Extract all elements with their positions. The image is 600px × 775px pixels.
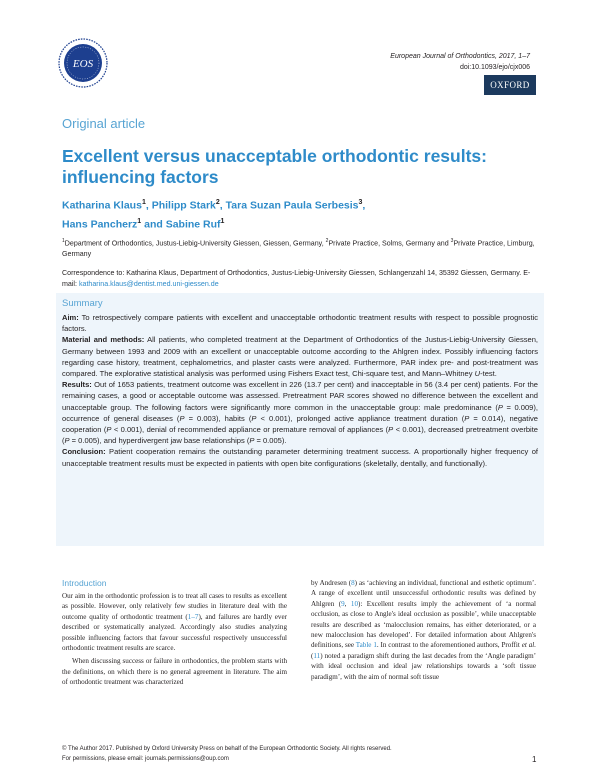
citation-link[interactable]: 9 — [341, 599, 345, 608]
page-number: 1 — [532, 755, 537, 764]
aim-label: Aim: — [62, 313, 79, 322]
affiliations — [62, 236, 540, 260]
p-symbol: P — [179, 413, 185, 423]
paragraph-text: ( — [311, 651, 314, 660]
citation-separator: , — [344, 599, 351, 608]
p-symbol: P — [106, 425, 112, 435]
p-symbol: P — [464, 413, 470, 423]
p-symbol: P — [64, 436, 70, 446]
table-link[interactable]: Table 1 — [355, 641, 377, 650]
author-affiliation-mark: 1 — [137, 217, 142, 225]
journal-info — [390, 51, 530, 73]
author-separator: and — [141, 218, 166, 230]
article-title: Excellent versus unacceptable orthodontic results: influencing factors — [62, 146, 487, 187]
citation-link[interactable]: 10 — [350, 599, 358, 608]
conclusion-label: Conclusion: — [62, 447, 106, 457]
journal-citation: European Journal of Orthodontics, 2017, 1–7 — [390, 53, 530, 60]
methods-u-symbol: U — [474, 369, 481, 379]
correspondence — [62, 268, 540, 290]
summary-conclusion — [62, 446, 538, 468]
society-logo — [58, 38, 108, 88]
paragraph-text: Our aim in the orthodontic profession is to treat all cases to results as excellent as possible. However, only relatively few studies in literature deal with the outcome quality of orthodontic treatment ( — [62, 592, 287, 621]
paragraph-text: ) noted a paradigm shift during the last decades from the ‘Angle paradigm’ with ideal occlusion and ideal jaw relationships towards a ‘soft tissue paradigm’, with the aim of normal soft tissue — [311, 651, 536, 681]
paragraph-text: ): Excellent results imply the achievement of ‘a normal occlusion, as close to Angle's ideal occlusion as possible’, while unacceptable results are described as ‘malocclusion remains, has either deteriorated, or a new malocclusion has developed’. For detailed information about Ahlgren's definitions, see — [311, 599, 536, 650]
et-al: et al. — [521, 641, 536, 650]
affiliation-mark: 2 — [325, 238, 329, 244]
p-symbol: P — [249, 436, 255, 446]
results-text: < 0.001), denial of recommended appliance or premature removal of appliances ( — [111, 425, 389, 435]
copyright-notice: © The Author 2017. Published by Oxford University Press on behalf of the European Orthodontic Society. All rights reserved. — [62, 746, 392, 752]
body-column-left — [62, 591, 287, 688]
results-text: Out of 1653 patients, treatment outcome was excellent in 226 (13.7 per cent) and inacceptable in 56 (3.4 per cent) patients. For the remaining cases, a good or acceptable outcome was assessed. Pretreatment PAR scores showed no difference between the excellent and unacceptable group. The following factors were significantly more common in the unacceptable group: male predominance ( — [62, 380, 538, 412]
results-text: = 0.005). — [254, 436, 287, 446]
author-list — [62, 195, 502, 232]
methods-text: All patients, who completed treatment at the Department of Orthodontics of the Justus-Liebig-University Giessen, Germany between 1993 and 2009 with an excellent or unacceptable outcome according to the Ahlgren index. Possibly influencing factors regarding case history, treatment, cephalometrics, and plaster casts were analyzed. Furthermore, PAR index pre- and post-treatment was compared. The explorative statistical analysis was performed using Fishers Exact test, Chi-square test, and Mann–Whitney — [62, 335, 539, 379]
paragraph — [311, 578, 536, 682]
body-column-right — [311, 578, 536, 682]
results-text: = 0.014), negative cooperation ( — [62, 413, 538, 435]
correspondence-text: Correspondence to: Katharina Klaus, Department of Orthodontics, Justus-Liebig-University Giessen, Schlangenzahl 14, 35392 Giessen, Germany. E-mail: — [62, 269, 531, 288]
logo-text: EOS — [72, 58, 94, 70]
results-text: = 0.005), and hyperdivergent jaw base relationships ( — [69, 436, 250, 446]
summary-results — [62, 379, 538, 446]
p-symbol: P — [251, 413, 257, 423]
citation-link[interactable]: 8 — [351, 579, 355, 587]
author-separator: , — [362, 199, 366, 212]
author-name[interactable]: Hans Pancherz — [62, 218, 138, 230]
affiliation-mark: 1 — [62, 238, 65, 244]
author-affiliation-mark: 1 — [220, 217, 225, 225]
p-symbol: P — [497, 402, 503, 412]
summary-box — [56, 293, 544, 546]
results-text: < 0.001), prolonged active appliance treatment duration ( — [256, 413, 465, 423]
summary-methods — [62, 334, 538, 379]
results-label: Results: — [62, 380, 92, 390]
paragraph-text: ), and failures are hardly ever described or systematically analyzed. Accordingly also studies analyzing possible influencing factors that favour successful respectively unsuccessful orthodontic treatment results are scarce. — [62, 612, 287, 653]
author-affiliation-mark: 2 — [215, 199, 220, 206]
email-link[interactable]: katharina.klaus@dentist.med.uni-giessen.de — [78, 280, 219, 288]
affiliation-text: Private Practice, Limburg, Germany — [62, 239, 535, 259]
paragraph-text: . In contrast to the aforementioned authors, Proffit — [376, 641, 522, 650]
paragraph-text: by Andresen ( — [311, 579, 352, 587]
doi[interactable]: doi:10.1093/ejo/cjx006 — [459, 64, 530, 71]
methods-text-end: -test. — [480, 369, 497, 379]
paragraph: When discussing success or failure in orthodontics, the problem starts with the definitions, on which there is no general agreement in literature. The aim of orthodontic treatment was characterized — [62, 657, 287, 687]
affiliation-mark: 3 — [450, 238, 454, 244]
citation-link[interactable]: 11 — [313, 651, 321, 660]
results-text: = 0.003), habits ( — [184, 413, 252, 423]
paragraph — [62, 591, 287, 653]
results-text: = 0.009), occurrence of general diseases ( — [62, 402, 538, 423]
summary-aim — [62, 312, 538, 334]
citation-link[interactable]: 1–7 — [187, 612, 199, 621]
permissions-notice: For permissions, please email: journals.permissions@oup.com — [62, 756, 229, 762]
introduction-heading: Introduction — [62, 578, 107, 588]
author-name[interactable]: Tara Suzan Paula Serbesis — [225, 199, 359, 212]
publisher-badge: OXFORD — [484, 75, 536, 95]
summary-body — [62, 312, 538, 469]
author-affiliation-mark: 3 — [358, 199, 363, 206]
conclusion-text: Patient cooperation remains the outstanding parameter determining treatment success. A proportionally higher frequency of unacceptable treatment results must be expected in patients with open bite configurations (skeletally, dentally, and functionally). — [62, 447, 538, 468]
author-name[interactable]: Philipp Stark — [151, 199, 216, 212]
methods-label: Material and methods: — [62, 335, 145, 345]
footer — [62, 744, 392, 764]
aim-text: To retrospectively compare patients with excellent and unacceptable orthodontic treatment results with respect to possible prognostic factors. — [62, 313, 538, 334]
affiliation-text: Private Practice, Solms, Germany and — [328, 239, 451, 248]
results-text: < 0.001), decreased pretreatment overbite ( — [62, 425, 539, 446]
summary-heading: Summary — [62, 298, 103, 309]
author-separator: , — [145, 199, 152, 212]
paragraph-text: ) as ‘achieving an individual, functional and esthetic optimum’. A range of excellent until unsuccessful orthodontic results was defined by Ahlgren ( — [311, 579, 536, 608]
author-separator: , — [219, 199, 226, 212]
article-type: Original article — [62, 116, 146, 131]
affiliation-text: Department of Orthodontics, Justus-Liebig-University Giessen, Giessen, Germany, — [64, 239, 326, 248]
author-affiliation-mark: 1 — [141, 199, 146, 206]
p-symbol: P — [388, 425, 394, 435]
author-name[interactable]: Katharina Klaus — [62, 199, 142, 212]
author-name[interactable]: Sabine Ruf — [165, 218, 221, 230]
